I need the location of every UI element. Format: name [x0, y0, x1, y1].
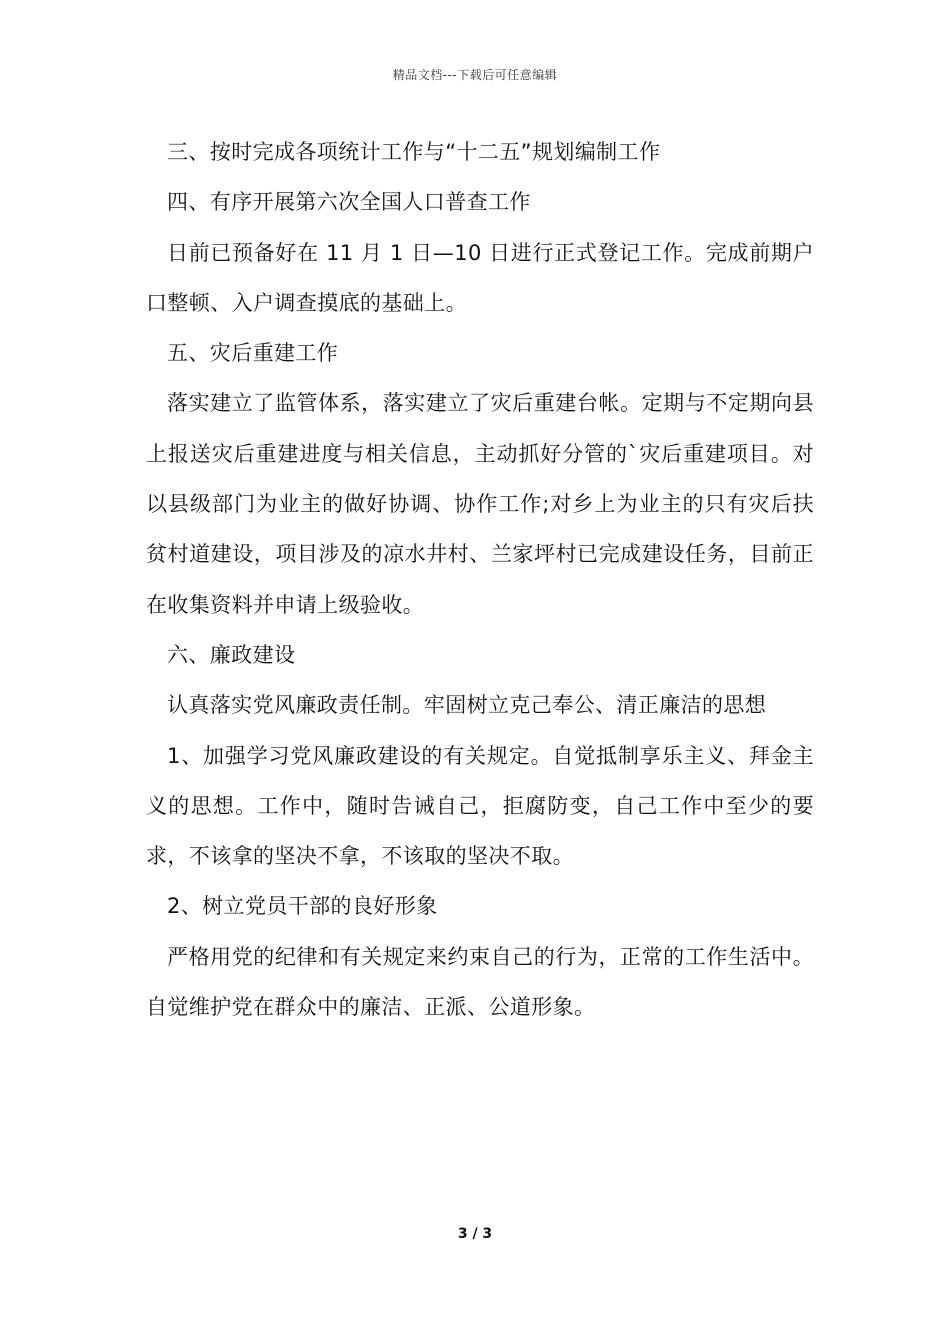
- page-number: 3 / 3: [457, 1226, 493, 1242]
- section-heading-integrity: 六、廉政建设: [167, 642, 296, 667]
- paragraph-integrity-intro: 认真落实党风廉政责任制。牢固树立克己奉公、清正廉洁的思想: [167, 693, 767, 718]
- document-body: [146, 127, 814, 1032]
- section-heading-reconstruction: 五、灾后重建工作: [167, 341, 339, 366]
- paragraph-census: 日前已预备好在 11 月 1 日—10 日进行正式登记工作。完成前期户口整顿、入户调查摸底的基础上。: [146, 240, 814, 315]
- subheading-image: 2、树立党员干部的良好形象: [167, 894, 438, 919]
- page-header: 精品文档---下载后可任意编辑: [392, 68, 558, 82]
- section-heading-census: 四、有序开展第六次全国人口普查工作: [167, 190, 531, 215]
- paragraph-integrity-study: 1、加强学习党风廉政建设的有关规定。自觉抵制享乐主义、拜金主义的思想。工作中，随时告诫自己，拒腐防变，自己工作中至少的要求，不该拿的坚决不拿，不该取的坚决不取。: [146, 743, 814, 869]
- paragraph-image: 严格用党的纪律和有关规定来约束自己的行为，正常的工作生活中。自觉维护党在群众中的廉洁、正派、公道形象。: [146, 944, 814, 1020]
- section-heading-statistics: 三、按时完成各项统计工作与“十二五”规划编制工作: [167, 140, 661, 164]
- paragraph-reconstruction: 落实建立了监管体系，落实建立了灾后重建台帐。定期与不定期向县上报送灾后重建进度与相关信息，主动抓好分管的`灾后重建项目。对以县级部门为业主的做好协调、协作工作;对乡上为业主的只有灾后扶贫村道建设，项目涉及的凉水井村、兰家坪村已完成建设任务，目前正在收集资料并申请上级验收。: [146, 391, 814, 617]
